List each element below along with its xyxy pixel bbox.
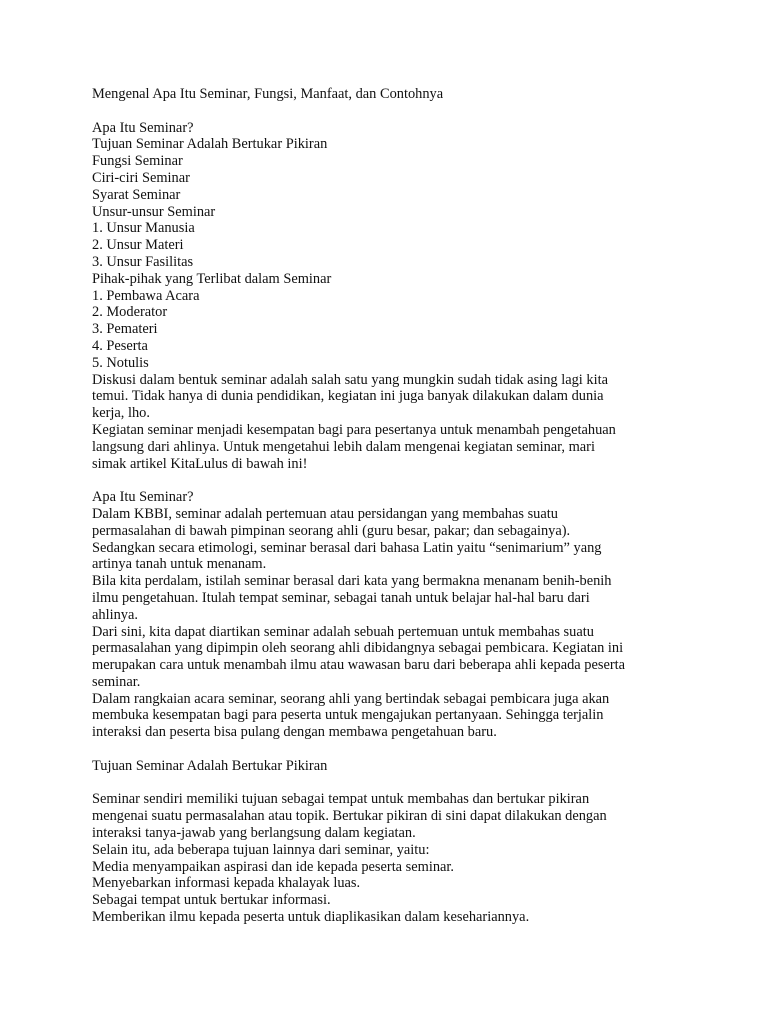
toc-item: Ciri-ciri Seminar	[92, 169, 190, 186]
spacer	[92, 775, 682, 792]
text-line: temui. Tidak hanya di dunia pendidikan, kegiatan ini juga banyak dilakukan dalam dunia	[92, 388, 604, 405]
section-heading: Apa Itu Seminar?	[92, 489, 194, 506]
text-line: permasalahan yang dipimpin oleh seorang ahli dibidangnya sebagai pembicara. Kegiatan ini	[92, 640, 624, 657]
toc-item: Pihak-pihak yang Terlibat dalam Seminar	[92, 270, 332, 287]
toc-item: 3. Unsur Fasilitas	[92, 253, 194, 270]
purpose-list	[92, 859, 682, 926]
text-line: ilmu pengetahuan. Itulah tempat seminar, sebagai tanah untuk belajar hal-hal baru dari	[92, 589, 590, 606]
text-line: merupakan cara untuk menambah ilmu atau wawasan baru dari beberapa ahli kepada peserta	[92, 657, 626, 674]
body-paragraph	[92, 573, 682, 623]
toc-item: Fungsi Seminar	[92, 153, 183, 170]
toc-item: 3. Pemateri	[92, 321, 158, 338]
toc-item: Apa Itu Seminar?	[92, 119, 194, 136]
body-paragraph	[92, 540, 682, 574]
section-heading: Tujuan Seminar Adalah Bertukar Pikiran	[92, 757, 328, 774]
body-paragraph	[92, 691, 682, 741]
text-line: seminar.	[92, 673, 141, 690]
body-paragraph	[92, 842, 682, 859]
document-title: Mengenal Apa Itu Seminar, Fungsi, Manfaat, dan Contohnya	[92, 86, 444, 102]
spacer	[92, 472, 682, 489]
spacer	[92, 741, 682, 758]
body-paragraph	[92, 791, 682, 841]
spacer	[92, 103, 682, 120]
toc-item: 1. Unsur Manusia	[92, 220, 195, 237]
text-line: mengenai suatu permasalahan atau topik. Bertukar pikiran di sini dapat dilakukan dengan	[92, 808, 607, 825]
text-line: langsung dari ahlinya. Untuk mengetahui lebih dalam mengenai kegiatan seminar, mari	[92, 438, 595, 455]
list-item: Menyebarkan informasi kepada khalayak luas.	[92, 875, 361, 892]
intro-paragraph	[92, 422, 682, 472]
toc-item: Tujuan Seminar Adalah Bertukar Pikiran	[92, 136, 328, 153]
toc-item: 2. Moderator	[92, 304, 168, 321]
body-paragraph	[92, 506, 682, 540]
toc-item: Syarat Seminar	[92, 186, 181, 203]
text-line: interaksi tanya-jawab yang berlangsung dalam kegiatan.	[92, 825, 416, 842]
text-line: Selain itu, ada beberapa tujuan lainnya dari seminar, yaitu:	[92, 841, 430, 858]
text-line: simak artikel KitaLulus di bawah ini!	[92, 455, 308, 472]
text-line: kerja, lho.	[92, 405, 150, 422]
intro-paragraph	[92, 372, 682, 422]
section-apa-itu-seminar	[92, 489, 682, 741]
toc-item: 4. Peserta	[92, 337, 148, 354]
text-line: Dalam KBBI, seminar adalah pertemuan atau persidangan yang membahas suatu	[92, 505, 558, 522]
list-item: Memberikan ilmu kepada peserta untuk diaplikasikan dalam kesehariannya.	[92, 909, 530, 926]
table-of-contents	[92, 120, 682, 372]
text-line: Kegiatan seminar menjadi kesempatan bagi para pesertanya untuk menambah pengetahuan	[92, 421, 616, 438]
text-line: Sedangkan secara etimologi, seminar berasal dari bahasa Latin yaitu “senimarium” yang	[92, 539, 602, 556]
text-line: Diskusi dalam bentuk seminar adalah salah satu yang mungkin sudah tidak asing lagi kita	[92, 371, 608, 388]
text-line: artinya tanah untuk menanam.	[92, 556, 267, 573]
text-line: permasalahan di bawah pimpinan seorang ahli (guru besar, pakar; dan sebagainya).	[92, 522, 571, 539]
text-line: interaksi dan peserta bisa pulang dengan membawa pengetahuan baru.	[92, 724, 497, 741]
text-line: Dari sini, kita dapat diartikan seminar adalah sebuah pertemuan untuk membahas suatu	[92, 623, 594, 640]
text-line: Bila kita perdalam, istilah seminar berasal dari kata yang bermakna menanam benih-benih	[92, 573, 612, 590]
section-tujuan-seminar	[92, 758, 682, 926]
text-line: Seminar sendiri memiliki tujuan sebagai tempat untuk membahas dan bertukar pikiran	[92, 791, 590, 808]
list-item: Media menyampaikan aspirasi dan ide kepada peserta seminar.	[92, 858, 455, 875]
text-line: ahlinya.	[92, 606, 138, 623]
text-line: Dalam rangkaian acara seminar, seorang ahli yang bertindak sebagai pembicara juga akan	[92, 690, 610, 707]
toc-item: 1. Pembawa Acara	[92, 287, 200, 304]
body-paragraph	[92, 624, 682, 691]
list-item: Sebagai tempat untuk bertukar informasi.	[92, 892, 331, 909]
toc-item: Unsur-unsur Seminar	[92, 203, 216, 220]
text-line: membuka kesempatan bagi para peserta untuk mengajukan pertanyaan. Sehingga terjalin	[92, 707, 604, 724]
document-page	[92, 86, 682, 926]
toc-item: 2. Unsur Materi	[92, 237, 184, 254]
toc-item: 5. Notulis	[92, 354, 149, 371]
